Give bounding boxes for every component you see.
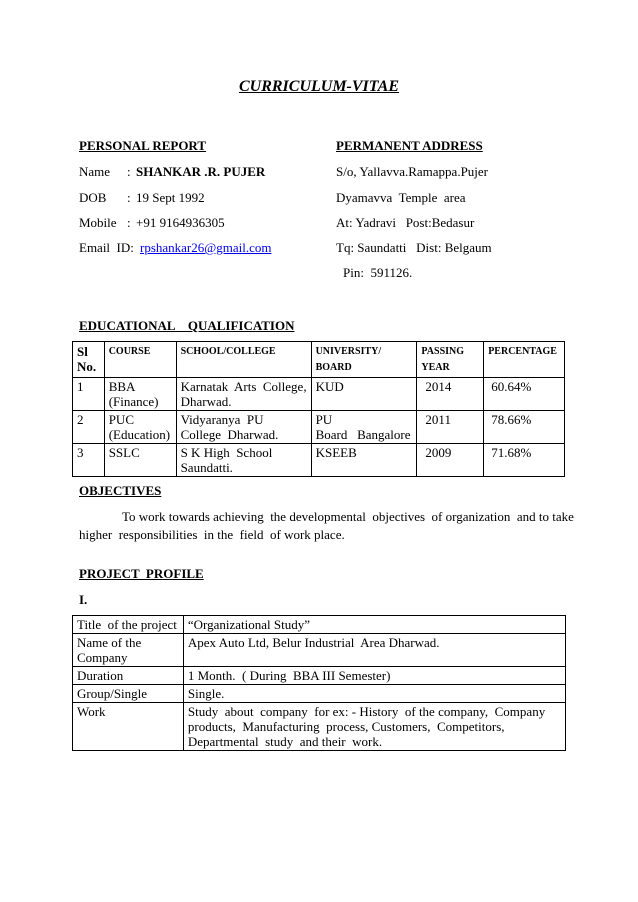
- university-sub-text: Board Bangalore: [315, 427, 411, 442]
- address-line: Dyamavva Temple area: [336, 190, 466, 205]
- cell-percentage: 78.66%: [484, 411, 565, 444]
- cell-value: “Organizational Study”: [183, 616, 565, 634]
- table-header-row: [73, 342, 565, 378]
- name-label: Name: [79, 164, 111, 179]
- address-line: Tq: Saundatti Dist: Belgaum: [336, 240, 492, 255]
- personal-report-heading: PERSONAL REPORT: [79, 138, 207, 153]
- cell-year: 2011: [417, 411, 484, 444]
- name-value: SHANKAR .R. PUJER: [136, 164, 266, 179]
- address-line: S/o, Yallavva.Ramappa.Pujer: [336, 164, 489, 179]
- cell-value: Apex Auto Ltd, Belur Industrial Area Dharwad.: [183, 634, 565, 667]
- header-sl-text: Sl: [77, 344, 88, 359]
- project-table: [72, 615, 566, 751]
- cell-school: [176, 444, 311, 477]
- cell-course: SSLC: [104, 444, 176, 477]
- cell-label: Work: [73, 703, 184, 751]
- cell-year: 2009: [417, 444, 484, 477]
- table-row: [73, 634, 566, 667]
- header-year-text: YEAR: [421, 362, 450, 373]
- dob-label: DOB: [79, 190, 107, 205]
- header-university: [311, 342, 417, 378]
- email-link[interactable]: rpshankar26@gmail.com: [140, 240, 272, 255]
- table-row: [73, 444, 565, 477]
- mobile-value: +91 9164936305: [136, 215, 225, 230]
- education-table: [72, 341, 565, 477]
- table-row: [73, 667, 566, 685]
- cell-sl: 2: [73, 411, 105, 444]
- cell-university: [311, 411, 417, 444]
- objectives-text: To work towards achieving the developmental objectives of organization and to take: [122, 509, 574, 524]
- header-sl: [73, 342, 105, 378]
- cell-label: Group/Single: [73, 685, 184, 703]
- header-board-text: BOARD: [315, 362, 352, 373]
- table-row: [73, 411, 565, 444]
- cell-value: 1 Month. ( During BBA III Semester): [183, 667, 565, 685]
- table-row: [73, 616, 566, 634]
- course-text: PUC: [108, 412, 134, 427]
- dob-sep: :: [127, 190, 131, 205]
- mobile-sep: :: [127, 215, 131, 230]
- school-sub-text: Saundatti.: [180, 460, 233, 475]
- permanent-address-heading: PERMANENT ADDRESS: [336, 138, 483, 153]
- value-text: Study about company for ex: - History of the company, Company: [187, 704, 546, 719]
- objectives-heading: OBJECTIVES: [79, 483, 162, 498]
- cell-label: Duration: [73, 667, 184, 685]
- address-line: Pin: 591126.: [343, 265, 413, 280]
- table-row: [73, 703, 566, 751]
- school-sub-text: College Dharwad.: [180, 427, 279, 442]
- table-row: [73, 685, 566, 703]
- course-sub-text: (Finance): [108, 394, 159, 409]
- table-row: [73, 378, 565, 411]
- email-label: Email ID:: [79, 240, 134, 255]
- cell-year: 2014: [417, 378, 484, 411]
- school-text: Vidyaranya PU: [180, 412, 264, 427]
- value-text: Departmental study and their work.: [187, 734, 383, 749]
- name-sep: :: [127, 164, 131, 179]
- header-passing-text: PASSING: [421, 346, 465, 357]
- cell-label: Title of the project: [73, 616, 184, 634]
- course-sub-text: (Education): [108, 427, 171, 442]
- cell-sl: 3: [73, 444, 105, 477]
- course-text: BBA: [108, 379, 136, 394]
- value-text: products, Manufacturing process, Customers, Competitors,: [187, 719, 505, 734]
- cell-percentage: 71.68%: [484, 444, 565, 477]
- cell-course: [104, 378, 176, 411]
- cell-school: [176, 378, 311, 411]
- address-line: At: Yadravi Post:Bedasur: [336, 215, 475, 230]
- header-course: COURSE: [104, 342, 176, 378]
- objectives-text: higher responsibilities in the field of work place.: [79, 527, 345, 542]
- cell-percentage: 60.64%: [484, 378, 565, 411]
- project-profile-heading: PROJECT PROFILE: [79, 566, 204, 581]
- mobile-label: Mobile: [79, 215, 117, 230]
- school-sub-text: Dharwad.: [180, 394, 232, 409]
- cell-sl: 1: [73, 378, 105, 411]
- header-no-text: No.: [77, 359, 97, 374]
- cell-course: [104, 411, 176, 444]
- cell-university: KSEEB: [311, 444, 417, 477]
- project-number: I.: [79, 592, 88, 607]
- header-passing: [417, 342, 484, 378]
- cell-value: [183, 703, 565, 751]
- label-sub-text: Company: [77, 650, 128, 665]
- education-heading: EDUCATIONAL QUALIFICATION: [79, 318, 295, 333]
- school-text: Karnatak Arts College,: [180, 379, 307, 394]
- cell-school: [176, 411, 311, 444]
- university-text: PU: [315, 412, 333, 427]
- cell-label: [73, 634, 184, 667]
- label-text: Name of the: [77, 635, 142, 650]
- header-school: SCHOOL/COLLEGE: [176, 342, 311, 378]
- header-percentage: PERCENTAGE: [484, 342, 565, 378]
- school-text: S K High School: [180, 445, 273, 460]
- cell-value: Single.: [183, 685, 565, 703]
- header-university-text: UNIVERSITY/: [315, 346, 382, 357]
- dob-value: 19 Sept 1992: [136, 190, 205, 205]
- document-title: CURRICULUM-VITAE: [238, 78, 400, 95]
- cell-university: KUD: [311, 378, 417, 411]
